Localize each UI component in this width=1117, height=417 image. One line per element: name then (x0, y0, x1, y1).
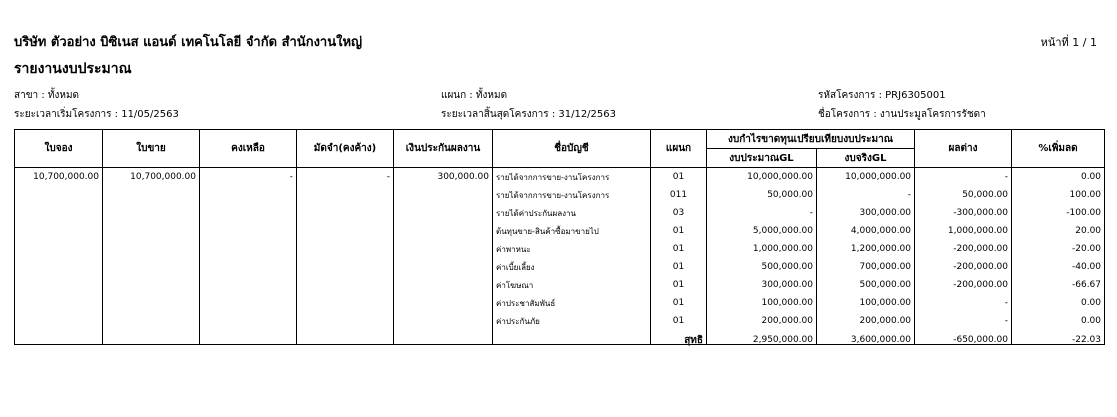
percent-change: 0.00 (1012, 168, 1105, 187)
account-name: ค่าพาหนะ (493, 240, 651, 258)
percent-change: -40.00 (1012, 258, 1105, 276)
difference: - (915, 294, 1012, 312)
actual-gl: 300,000.00 (817, 204, 915, 222)
project-end-date: ระยะเวลาสิ้นสุดโครงการ : 31/12/2563 (441, 109, 617, 120)
total-percent-change: -22.03 (1071, 335, 1101, 345)
totals-row (14, 332, 1104, 348)
department-filter: แผนก : ทั้งหมด (441, 90, 508, 101)
difference: -300,000.00 (915, 204, 1012, 222)
total-budget-gl: 2,950,000.00 (752, 335, 813, 345)
difference: 1,000,000.00 (915, 222, 1012, 240)
account-name: ค่าโฆษณา (493, 276, 651, 294)
total-actual-gl: 3,600,000.00 (850, 335, 911, 345)
account-name: ค่าประชาสัมพันธ์ (493, 294, 651, 312)
difference: - (915, 312, 1012, 330)
table-header-row (15, 130, 1105, 149)
invoice-total: 10,700,000.00 (103, 168, 200, 187)
dept-code: 01 (651, 222, 707, 240)
dept-code: 01 (651, 294, 707, 312)
account-name: รายได้ค่าประกันผลงาน (493, 204, 651, 222)
deposit-total: - (297, 168, 394, 187)
difference: 50,000.00 (915, 186, 1012, 204)
col-dept: แผนก (651, 130, 707, 168)
budget-report-table (14, 129, 1105, 345)
remaining-total: - (200, 168, 297, 187)
actual-gl: 10,000,000.00 (817, 168, 915, 187)
report-title: รายงานงบประมาณ (14, 61, 132, 77)
col-quote: ใบจอง (15, 130, 103, 168)
actual-gl: 500,000.00 (817, 276, 915, 294)
actual-gl: 4,000,000.00 (817, 222, 915, 240)
col-diff: ผลต่าง (915, 130, 1012, 168)
actual-gl: 700,000.00 (817, 258, 915, 276)
budget-gl: 1,000,000.00 (707, 240, 817, 258)
budget-gl: - (707, 204, 817, 222)
guarantee-total: 300,000.00 (394, 168, 493, 187)
totals-label: สุทธิ (684, 334, 703, 346)
dept-code: 011 (651, 186, 707, 204)
budget-gl: 50,000.00 (707, 186, 817, 204)
branch-filter: สาขา : ทั้งหมด (14, 90, 80, 101)
col-budget-gl: งบประมาณGL (707, 149, 817, 168)
table-row (15, 222, 1105, 240)
quote-total: 10,700,000.00 (15, 168, 103, 187)
project-start-date: ระยะเวลาเริ่มโครงการ : 11/05/2563 (14, 109, 179, 120)
budget-gl: 200,000.00 (707, 312, 817, 330)
actual-gl: 100,000.00 (817, 294, 915, 312)
percent-change: 20.00 (1012, 222, 1105, 240)
budget-gl: 10,000,000.00 (707, 168, 817, 187)
dept-code: 01 (651, 276, 707, 294)
table-row (15, 294, 1105, 312)
actual-gl: 1,200,000.00 (817, 240, 915, 258)
account-name: ต้นทุนขาย-สินค้าซื้อมาขายไป (493, 222, 651, 240)
dept-code: 01 (651, 240, 707, 258)
actual-gl: 200,000.00 (817, 312, 915, 330)
difference: -200,000.00 (915, 240, 1012, 258)
col-pct: %เพิ่มลด (1012, 130, 1105, 168)
col-invoice: ใบขาย (103, 130, 200, 168)
table-row (15, 258, 1105, 276)
budget-gl: 300,000.00 (707, 276, 817, 294)
table-row (15, 312, 1105, 330)
budget-gl: 500,000.00 (707, 258, 817, 276)
project-name: ชื่อโครงการ : งานประมูลโครการรัชดา (818, 109, 986, 120)
actual-gl: - (817, 186, 915, 204)
difference: -200,000.00 (915, 276, 1012, 294)
budget-gl: 5,000,000.00 (707, 222, 817, 240)
difference: - (915, 168, 1012, 187)
col-account: ชื่อบัญชี (493, 130, 651, 168)
totals-table (14, 332, 1104, 348)
dept-code: 01 (651, 258, 707, 276)
account-name: ค่าประกันภัย (493, 312, 651, 330)
account-name: รายได้จากการขาย-งานโครงการ (493, 168, 651, 187)
percent-change: 0.00 (1012, 294, 1105, 312)
table-row (15, 186, 1105, 204)
percent-change: 0.00 (1012, 312, 1105, 330)
dept-code: 01 (651, 312, 707, 330)
dept-code: 03 (651, 204, 707, 222)
table-row (15, 276, 1105, 294)
percent-change: -100.00 (1012, 204, 1105, 222)
col-remaining: คงเหลือ (200, 130, 297, 168)
dept-code: 01 (651, 168, 707, 187)
col-guarantee: เงินประกันผลงาน (394, 130, 493, 168)
total-difference: -650,000.00 (953, 335, 1008, 345)
percent-change: -66.67 (1012, 276, 1105, 294)
project-code: รหัสโครงการ : PRJ6305001 (818, 90, 946, 101)
percent-change: 100.00 (1012, 186, 1105, 204)
account-name: ค่าเบี้ยเลี้ยง (493, 258, 651, 276)
table-row (15, 240, 1105, 258)
col-deposit: มัดจำ(คงค้าง) (297, 130, 394, 168)
budget-gl: 100,000.00 (707, 294, 817, 312)
col-compare-group: งบกำไรขาดทุนเปรียบเทียบงบประมาณ (707, 130, 915, 149)
table-row (15, 168, 1105, 187)
percent-change: -20.00 (1012, 240, 1105, 258)
table-row (15, 204, 1105, 222)
col-actual-gl: งบจริงGL (817, 149, 915, 168)
page-number: หน้าที่ 1 / 1 (1040, 36, 1097, 49)
difference: -200,000.00 (915, 258, 1012, 276)
company-name: บริษัท ตัวอย่าง บิซิเนส แอนด์ เทคโนโลยี จำกัด สำนักงานใหญ่ (14, 35, 363, 50)
account-name: รายได้จากการขาย-งานโครงการ (493, 186, 651, 204)
